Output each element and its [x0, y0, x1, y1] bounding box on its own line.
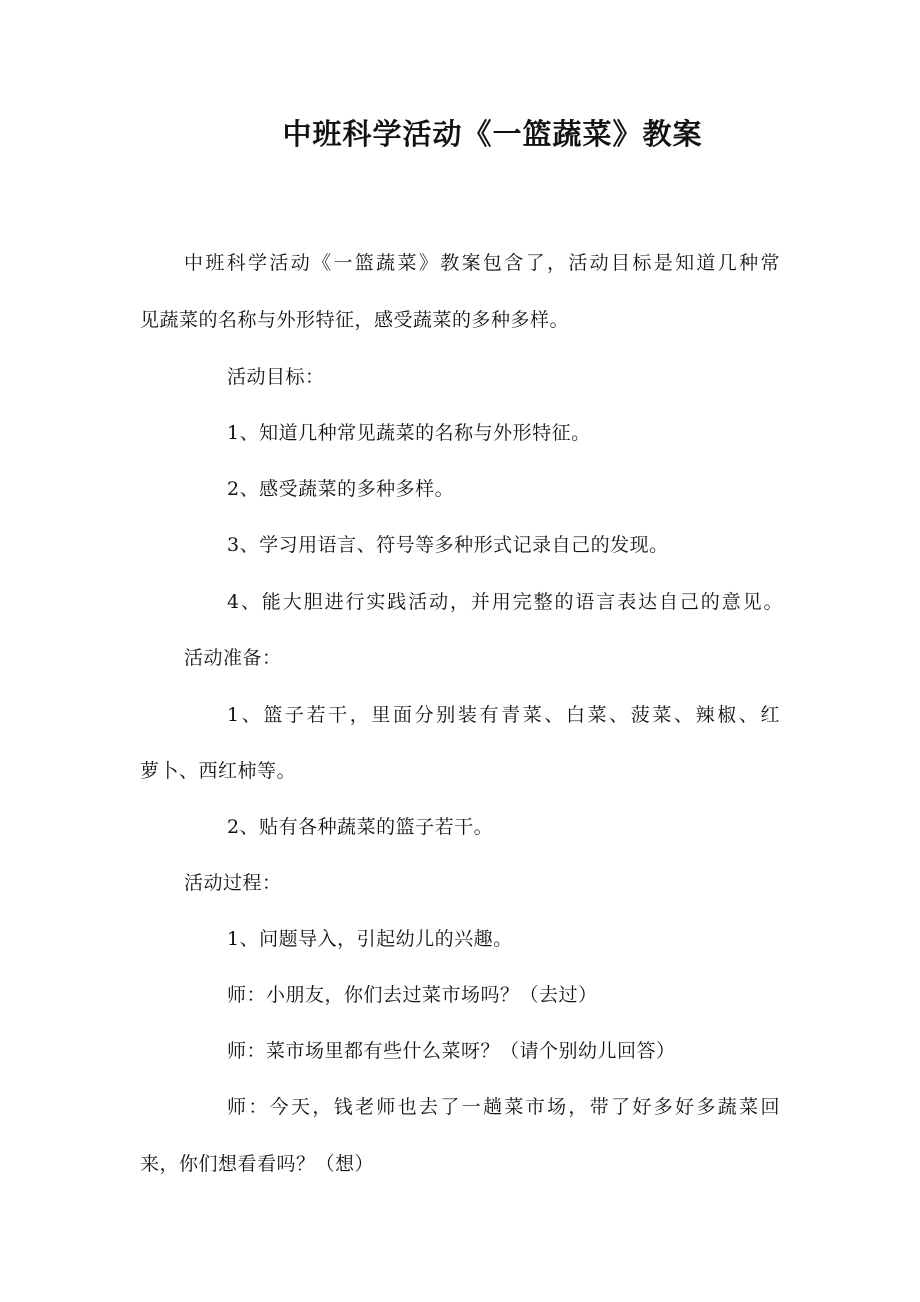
paragraph-line: 见蔬菜的名称与外形特征，感受蔬菜的多种多样。: [140, 309, 570, 331]
document-title: 中班科学活动《一篮蔬菜》教案: [282, 117, 703, 151]
section-heading: 活动目标：: [227, 366, 325, 388]
paragraph-line: 来，你们想看看吗？（想）: [140, 1153, 375, 1175]
dialogue-line: 师：今天，钱老师也去了一趟菜市场，带了好多好多蔬菜回: [227, 1096, 780, 1118]
dialogue-line: 师：小朋友，你们去过菜市场吗？（去过）: [227, 984, 598, 1006]
list-item: 2、贴有各种蔬菜的篮子若干。: [227, 816, 494, 838]
list-item: 3、学习用语言、符号等多种形式记录自己的发现。: [227, 534, 669, 556]
dialogue-line: 师：菜市场里都有些什么菜呀？（请个别幼儿回答）: [227, 1040, 676, 1062]
section-heading: 活动准备：: [184, 647, 282, 669]
list-item: 2、感受蔬菜的多种多样。: [227, 478, 455, 500]
list-item: 1、知道几种常见蔬菜的名称与外形特征。: [227, 422, 591, 444]
list-item: 1、篮子若干，里面分别装有青菜、白菜、菠菜、辣椒、红: [227, 704, 780, 726]
list-item: 1、问题导入，引起幼儿的兴趣。: [227, 928, 513, 950]
paragraph-line: 中班科学活动《一篮蔬菜》教案包含了，活动目标是知道几种常: [184, 252, 780, 274]
section-heading: 活动过程：: [184, 872, 282, 894]
list-item: 4、能大胆进行实践活动，并用完整的语言表达自己的意见。: [227, 591, 783, 613]
paragraph-line: 萝卜、西红柿等。: [140, 760, 297, 782]
